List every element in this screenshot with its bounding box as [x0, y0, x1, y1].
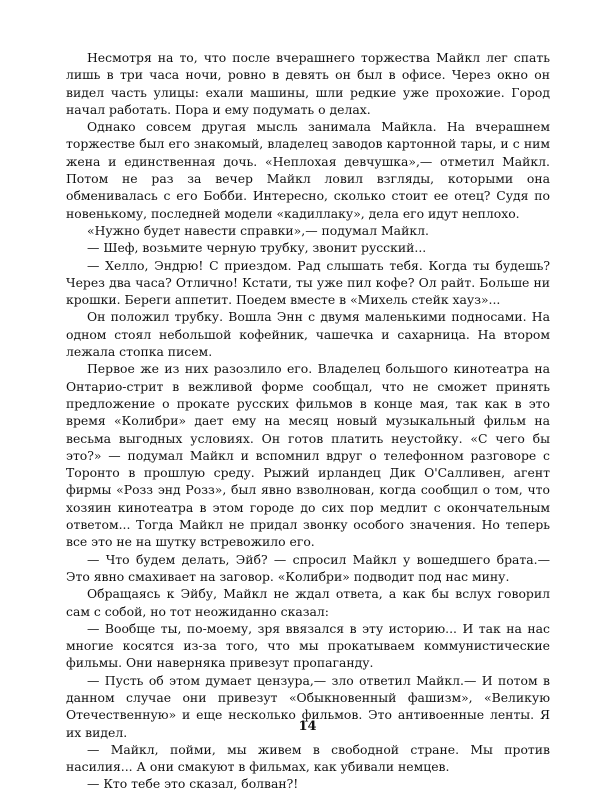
- paragraph-7: Первое же из них разозлило его. Владелец большого кинотеатра на Онтарио-стрит в вежливой форме сообщал, что не сможет принять предложение о прокате русских фильмов в конце мая, так как в это время «Колибри» дает ему на месяц новый музыкальный фильм на весьма выгодных условиях. Он готов платить неустойку. «С чего бы это?» — подумал Майкл и вспомнил вдруг о телефонном разговоре с Торонто в прошлую среду. Рыжий ирландец Дик О'Салливен, агент фирмы «Розз энд Розз», был явно взволнован, когда сообщил о том, что хозяин кинотеатра в этом городе до сих пор медлит с окончательным ответом... Тогда Майкл не придал звонку особого значения. Но теперь все это не на шутку встревожило его.: [66, 361, 550, 550]
- page-body: [66, 49, 550, 793]
- paragraph-13: — Кто тебе это сказал, болван?!: [87, 776, 299, 792]
- paragraph-3: «Нужно будет навести справки»,— подумал Майкл.: [87, 222, 429, 238]
- paragraph-9: Обращаясь к Эйбу, Майкл не ждал ответа, а как бы вслух говорил сам с собой, но тот неожиданно сказал:: [66, 586, 550, 619]
- paragraph-2: Однако совсем другая мысль занимала Майкла. На вчерашнем торжестве был его знакомый, владелец заводов картонной тары, и с ним жена и единственная дочь. «Неплохая девчушка»,— отметил Майкл. Потом не раз за вечер Майкл ловил взгляды, которыми она обменивалась с его Бобби. Интересно, сколько стоит ее отец? Судя по новенькому, последней модели «кадиллаку», дела его идут неплохо.: [66, 119, 550, 221]
- paragraph-8: — Что будем делать, Эйб? — спросил Майкл у вошедшего брата.— Это явно смахивает на заговор. «Колибри» подводит под нас мину.: [66, 551, 550, 584]
- paragraph-11: — Пусть об этом думает цензура,— зло ответил Майкл.— И потом в данном случае они привезут «Обыкновенный фашизм», «Великую Отечественную» и еще несколько фильмов. Это антивоенные ленты. Я их видел.: [66, 672, 550, 740]
- paragraph-6: Он положил трубку. Вошла Энн с двумя маленькими подносами. На одном стоял небольшой кофейник, чашечка и сахарница. На втором лежала стопка писем.: [66, 309, 550, 360]
- paragraph-10: — Вообще ты, по-моему, зря ввязался в эту историю... И так на нас многие косятся из-за того, что мы прокатываем коммунистические фильмы. Они наверняка привезут пропаганду.: [66, 620, 550, 671]
- paragraph-5: — Хелло, Эндрю! С приездом. Рад слышать тебя. Когда ты будешь? Через два часа? Отлично! Кстати, ты уже пил кофе? Ол райт. Больше ни крошки. Береги аппетит. Поедем вместе в «Михель стейк хауз»...: [66, 257, 550, 308]
- paragraph-4: — Шеф, возьмите черную трубку, звонит русский...: [87, 240, 427, 256]
- page-number: 14: [298, 719, 317, 734]
- paragraph-12: — Майкл, пойми, мы живем в свободной стране. Мы против насилия... А они смакуют в фильмах, как убивали немцев.: [66, 741, 550, 775]
- paragraph-1: Несмотря на то, что после вчерашнего торжества Майкл лег спать лишь в три часа ночи, ровно в девять он был в офисе. Через окно он видел часть улицы: ехали машины, шли редкие уже прохожие. Город начал работать. Пора и ему подумать о делах.: [66, 50, 550, 117]
